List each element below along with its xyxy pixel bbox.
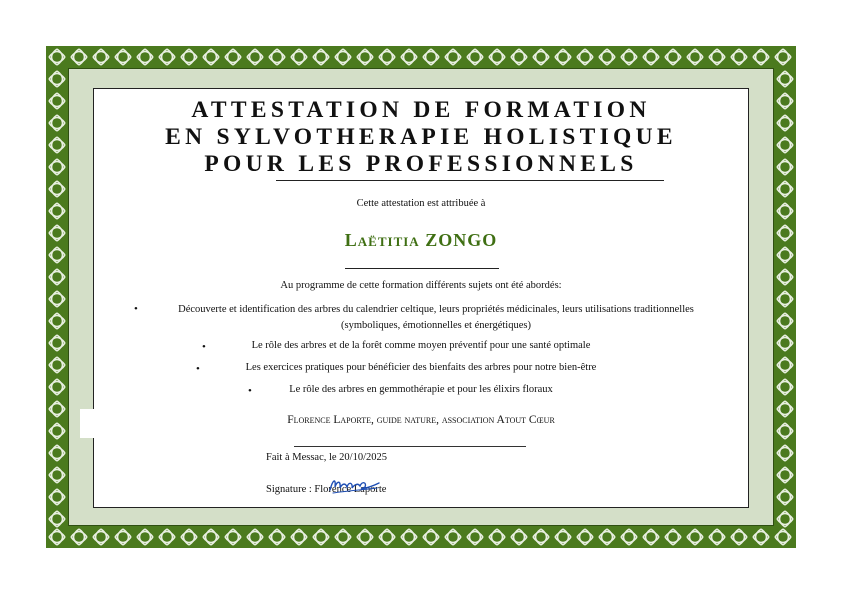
signature-label: Signature : Florence Laporte — [266, 484, 387, 495]
knot-motif — [423, 529, 439, 545]
knot-motif — [753, 529, 769, 545]
signature-image — [327, 475, 383, 497]
knot-motif — [775, 49, 791, 65]
knot-motif — [137, 529, 153, 545]
knot-motif — [777, 489, 793, 505]
knot-motif — [401, 529, 417, 545]
knot-motif — [777, 269, 793, 285]
knot-motif — [291, 49, 307, 65]
knot-motif — [687, 529, 703, 545]
knot-motif — [445, 529, 461, 545]
knot-motif — [423, 49, 439, 65]
knot-motif — [115, 529, 131, 545]
knot-motif — [335, 529, 351, 545]
border-notch — [80, 409, 96, 438]
knot-motif — [401, 49, 417, 65]
knot-motif — [225, 49, 241, 65]
knot-motif — [313, 49, 329, 65]
knot-motif — [643, 529, 659, 545]
knot-motif — [335, 49, 351, 65]
knot-motif — [777, 137, 793, 153]
knot-motif — [489, 49, 505, 65]
title-line-1: ATTESTATION DE FORMATION — [191, 97, 651, 123]
knot-motif — [777, 313, 793, 329]
knot-motif — [313, 529, 329, 545]
knot-motif — [777, 203, 793, 219]
knot-motif — [203, 529, 219, 545]
knot-motif — [49, 269, 65, 285]
title-underline — [276, 180, 664, 181]
knot-motif — [687, 49, 703, 65]
attributed-to-text: Cette attestation est attribuée à — [356, 198, 486, 209]
knot-motif — [49, 203, 65, 219]
knot-motif — [49, 511, 65, 527]
knot-motif — [511, 49, 527, 65]
knot-motif — [731, 49, 747, 65]
knot-motif — [489, 529, 505, 545]
knot-motif — [49, 313, 65, 329]
knot-motif — [555, 49, 571, 65]
certificate-card — [93, 88, 749, 508]
knot-motif — [49, 379, 65, 395]
knot-motif — [379, 529, 395, 545]
knot-motif — [49, 137, 65, 153]
knot-motif — [777, 401, 793, 417]
recipient-name: Laëtitia ZONGO — [344, 230, 498, 250]
knot-motif — [777, 291, 793, 307]
knot-motif — [621, 529, 637, 545]
knot-motif — [225, 529, 241, 545]
certificate-border — [46, 46, 796, 548]
knot-motif — [777, 225, 793, 241]
knot-motif — [777, 159, 793, 175]
title-line-2: EN SYLVOTHERAPIE HOLISTIQUE — [165, 124, 677, 150]
knot-motif — [181, 529, 197, 545]
knot-motif — [777, 511, 793, 527]
knot-motif — [49, 489, 65, 505]
knot-motif — [49, 357, 65, 373]
knot-motif — [777, 71, 793, 87]
bullet-icon: • — [134, 303, 138, 315]
knot-motif — [159, 529, 175, 545]
knot-motif — [777, 247, 793, 263]
program-intro: Au programme de cette formation différents sujets ont été abordés: — [280, 280, 562, 291]
knot-motif — [599, 529, 615, 545]
knot-motif — [731, 529, 747, 545]
topic-item-4: Le rôle des arbres en gemmothérapie et pour les élixirs floraux — [289, 384, 553, 395]
knot-motif — [777, 445, 793, 461]
knot-motif — [247, 49, 263, 65]
knot-motif — [709, 49, 725, 65]
knot-motif — [49, 115, 65, 131]
knot-motif — [93, 49, 109, 65]
topic-item-3: Les exercices pratiques pour bénéficier des bienfaits des arbres pour notre bien-être — [245, 362, 597, 373]
knot-motif — [357, 49, 373, 65]
knot-motif — [49, 181, 65, 197]
knot-motif — [775, 529, 791, 545]
knot-motif — [577, 529, 593, 545]
knot-motif — [621, 49, 637, 65]
knot-motif — [533, 529, 549, 545]
knot-motif — [777, 379, 793, 395]
knot-motif — [777, 467, 793, 483]
knot-motif — [203, 49, 219, 65]
knot-motif — [467, 49, 483, 65]
knot-motif — [137, 49, 153, 65]
recipient-underline — [345, 268, 499, 269]
knot-motif — [49, 529, 65, 545]
knot-motif — [71, 49, 87, 65]
knot-motif — [49, 445, 65, 461]
knot-motif — [49, 467, 65, 483]
knot-motif — [709, 529, 725, 545]
knot-motif — [49, 401, 65, 417]
title-line-3: POUR LES PROFESSIONNELS — [204, 151, 638, 177]
knot-motif — [247, 529, 263, 545]
knot-motif — [665, 49, 681, 65]
knot-motif — [49, 225, 65, 241]
topic-item-2: Le rôle des arbres et de la forêt comme moyen préventif pour une santé optimale — [251, 340, 591, 351]
knot-motif — [269, 529, 285, 545]
knot-motif — [379, 49, 395, 65]
knot-motif — [49, 423, 65, 439]
knot-motif — [753, 49, 769, 65]
knot-motif — [49, 335, 65, 351]
knot-motif — [291, 529, 307, 545]
knot-motif — [49, 93, 65, 109]
knot-motif — [49, 247, 65, 263]
knot-motif — [467, 529, 483, 545]
knot-motif — [665, 529, 681, 545]
knot-motif — [181, 49, 197, 65]
knot-motif — [71, 529, 87, 545]
knot-motif — [49, 49, 65, 65]
knot-motif — [357, 529, 373, 545]
knot-motif — [159, 49, 175, 65]
knot-motif — [115, 49, 131, 65]
trainer-line: Florence Laporte, guide nature, association Atout Cœur — [287, 414, 555, 426]
knot-motif — [777, 423, 793, 439]
knot-motif — [49, 159, 65, 175]
knot-motif — [777, 115, 793, 131]
knot-motif — [511, 529, 527, 545]
knot-motif — [49, 291, 65, 307]
knot-motif — [777, 93, 793, 109]
topic-item-1: Découverte et identification des arbres du calendrier celtique, leurs propriétés médicinales, leurs utilisations traditionnelles (symboliques, émotionnelles et énergétiques) — [178, 304, 694, 331]
knot-motif — [445, 49, 461, 65]
knot-motif — [269, 49, 285, 65]
place-date: Fait à Messac, le 20/10/2025 — [266, 452, 388, 463]
knot-motif — [777, 181, 793, 197]
knot-motif — [555, 529, 571, 545]
trainer-underline — [294, 446, 526, 447]
knot-motif — [533, 49, 549, 65]
knot-motif — [93, 529, 109, 545]
bullet-icon: • — [202, 341, 206, 353]
bullet-icon: • — [196, 363, 200, 375]
bullet-icon: • — [248, 385, 252, 397]
knot-motif — [577, 49, 593, 65]
knot-motif — [643, 49, 659, 65]
knot-motif — [777, 357, 793, 373]
knot-motif — [49, 71, 65, 87]
knot-motif — [777, 335, 793, 351]
knot-motif — [599, 49, 615, 65]
